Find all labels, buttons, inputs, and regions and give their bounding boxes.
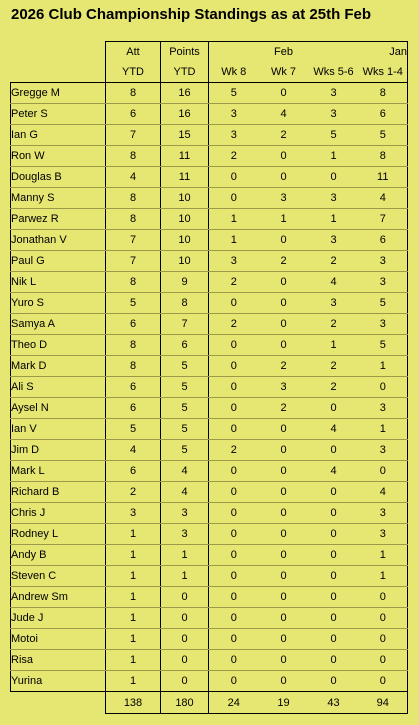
player-name: Nik L [11,272,106,293]
wk8-cell: 0 [209,545,259,566]
total-wk7: 19 [259,692,309,714]
wks14-cell: 3 [359,503,408,524]
wks14-cell: 7 [359,209,408,230]
points-ytd-cell: 5 [161,419,209,440]
points-ytd-cell: 4 [161,461,209,482]
att-ytd-cell: 1 [106,608,161,629]
table-row [11,251,408,272]
player-name: Ron W [11,146,106,167]
wk7-cell: 0 [259,671,309,692]
wk7-cell: 0 [259,629,309,650]
points-header: Points [161,42,209,63]
wk8-cell: 0 [209,503,259,524]
wks14-cell: 0 [359,461,408,482]
wks14-cell: 1 [359,545,408,566]
wk7-cell: 0 [259,146,309,167]
player-name: Steven C [11,566,106,587]
wks56-cell: 3 [309,83,359,104]
wks56-cell: 0 [309,650,359,671]
wk7-cell: 1 [259,209,309,230]
table-row [11,188,408,209]
wks56-cell: 4 [309,419,359,440]
wks56-cell: 0 [309,545,359,566]
wk8-cell: 2 [209,146,259,167]
wk7-cell: 3 [259,188,309,209]
att-ytd-cell: 4 [106,440,161,461]
standings-table [10,41,408,714]
wks56-cell: 0 [309,398,359,419]
points-ytd-cell: 10 [161,251,209,272]
page-title: 2026 Club Championship Standings as at 25th Feb [11,6,372,23]
totals-row [11,692,408,714]
wks56-cell: 4 [309,272,359,293]
player-name: Motoi [11,629,106,650]
wks56-cell: 0 [309,167,359,188]
att-ytd-cell: 8 [106,83,161,104]
wk8-cell: 0 [209,650,259,671]
wk8-cell: 3 [209,125,259,146]
wk7-cell: 0 [259,461,309,482]
table-row [11,524,408,545]
player-name: Samya A [11,314,106,335]
wk8-cell: 0 [209,167,259,188]
wks56-cell: 3 [309,230,359,251]
wks14-cell: 11 [359,167,408,188]
wk8-cell: 0 [209,671,259,692]
points-ytd-cell: 0 [161,650,209,671]
table-row [11,650,408,671]
table-row [11,377,408,398]
att-ytd-cell: 6 [106,377,161,398]
table-row [11,104,408,125]
att-ytd-cell: 1 [106,545,161,566]
table-row [11,293,408,314]
total-points: 180 [161,692,209,714]
wks14-cell: 1 [359,419,408,440]
wks14-cell: 3 [359,272,408,293]
wk7-cell: 0 [259,482,309,503]
player-name: Andy B [11,545,106,566]
wks14-cell: 4 [359,482,408,503]
wk7-cell: 0 [259,419,309,440]
wks14-cell: 6 [359,104,408,125]
wk7-cell: 2 [259,356,309,377]
wk7-cell: 0 [259,608,309,629]
points-ytd-cell: 5 [161,440,209,461]
wks14-cell: 5 [359,125,408,146]
points-ytd-cell: 0 [161,608,209,629]
player-name: Mark D [11,356,106,377]
table-row [11,167,408,188]
att-ytd-cell: 8 [106,272,161,293]
table-row [11,482,408,503]
wk7-cell: 0 [259,272,309,293]
wks56-cell: 2 [309,356,359,377]
table-row [11,125,408,146]
wks14-cell: 3 [359,524,408,545]
points-ytd-cell: 5 [161,377,209,398]
table-row [11,356,408,377]
wk8-cell: 0 [209,524,259,545]
player-name: Gregge M [11,83,106,104]
points-ytd-header: YTD [161,62,209,83]
wk8-cell: 2 [209,314,259,335]
points-ytd-cell: 10 [161,209,209,230]
player-name: Parwez R [11,209,106,230]
wks56-cell: 1 [309,335,359,356]
points-ytd-cell: 15 [161,125,209,146]
wk7-cell: 0 [259,545,309,566]
att-ytd-cell: 5 [106,293,161,314]
wk8-cell: 5 [209,83,259,104]
wk7-cell: 0 [259,503,309,524]
wks14-cell: 3 [359,398,408,419]
wks14-cell: 8 [359,83,408,104]
table-row [11,629,408,650]
wks14-cell: 0 [359,377,408,398]
wks14-cell: 5 [359,335,408,356]
points-ytd-cell: 1 [161,566,209,587]
player-name: Theo D [11,335,106,356]
table-row [11,209,408,230]
table-row [11,398,408,419]
att-ytd-cell: 7 [106,230,161,251]
wks14-cell: 0 [359,629,408,650]
player-name: Risa [11,650,106,671]
player-name: Yurina [11,671,106,692]
wk7-cell: 0 [259,587,309,608]
table-row [11,440,408,461]
wk7-cell: 0 [259,83,309,104]
wks56-cell: 0 [309,440,359,461]
wk8-cell: 0 [209,293,259,314]
wk7-cell: 0 [259,524,309,545]
wks56-header: Wks 5-6 [309,62,359,83]
att-ytd-header: YTD [106,62,161,83]
wk7-cell: 0 [259,167,309,188]
points-ytd-cell: 10 [161,188,209,209]
points-ytd-cell: 16 [161,104,209,125]
wks14-cell: 0 [359,650,408,671]
wks56-cell: 0 [309,587,359,608]
points-ytd-cell: 3 [161,503,209,524]
wks56-cell: 4 [309,461,359,482]
player-name: Paul G [11,251,106,272]
wk7-cell: 0 [259,335,309,356]
wks56-cell: 1 [309,209,359,230]
points-ytd-cell: 0 [161,587,209,608]
wks56-cell: 0 [309,503,359,524]
wk7-cell: 2 [259,398,309,419]
points-ytd-cell: 11 [161,146,209,167]
wks14-cell: 3 [359,251,408,272]
player-name: Jonathan V [11,230,106,251]
wks56-cell: 0 [309,629,359,650]
wks14-cell: 3 [359,440,408,461]
wks56-cell: 3 [309,293,359,314]
att-ytd-cell: 6 [106,398,161,419]
wk7-cell: 0 [259,230,309,251]
wk7-cell: 4 [259,104,309,125]
feb-header: Feb [259,42,309,63]
wk8-cell: 2 [209,440,259,461]
wks56-cell: 2 [309,314,359,335]
wk7-cell: 0 [259,650,309,671]
wks14-cell: 6 [359,230,408,251]
total-att: 138 [106,692,161,714]
player-name: Richard B [11,482,106,503]
att-ytd-cell: 8 [106,335,161,356]
points-ytd-cell: 16 [161,83,209,104]
att-ytd-cell: 8 [106,188,161,209]
att-ytd-cell: 8 [106,209,161,230]
att-ytd-cell: 1 [106,650,161,671]
wks56-cell: 0 [309,608,359,629]
wk8-cell: 1 [209,230,259,251]
player-name: Aysel N [11,398,106,419]
wk8-cell: 0 [209,587,259,608]
total-wks56: 43 [309,692,359,714]
att-ytd-cell: 5 [106,419,161,440]
wks56-cell: 3 [309,188,359,209]
wks14-cell: 3 [359,314,408,335]
points-ytd-cell: 3 [161,524,209,545]
table-row [11,83,408,104]
wk7-cell: 0 [259,566,309,587]
wks56-cell: 1 [309,146,359,167]
points-ytd-cell: 11 [161,167,209,188]
header-row-1 [11,42,408,63]
table-row [11,461,408,482]
table-row [11,419,408,440]
wks14-cell: 0 [359,587,408,608]
points-ytd-cell: 0 [161,671,209,692]
att-ytd-cell: 8 [106,356,161,377]
player-name: Yuro S [11,293,106,314]
player-name: Ian V [11,419,106,440]
player-name: Manny S [11,188,106,209]
att-ytd-cell: 1 [106,566,161,587]
wks14-cell: 1 [359,566,408,587]
wk8-cell: 0 [209,419,259,440]
points-ytd-cell: 4 [161,482,209,503]
att-header: Att [106,42,161,63]
jan-header: Jan [359,42,408,63]
points-ytd-cell: 8 [161,293,209,314]
wk8-cell: 0 [209,377,259,398]
wk8-cell: 1 [209,209,259,230]
table-row [11,314,408,335]
wk8-cell: 0 [209,188,259,209]
wks14-cell: 1 [359,356,408,377]
att-ytd-cell: 1 [106,629,161,650]
table-row [11,608,408,629]
att-ytd-cell: 8 [106,146,161,167]
wks14-cell: 0 [359,671,408,692]
wk8-cell: 2 [209,272,259,293]
table-row [11,272,408,293]
att-ytd-cell: 7 [106,125,161,146]
wk7-cell: 2 [259,251,309,272]
wk8-cell: 0 [209,482,259,503]
points-ytd-cell: 1 [161,545,209,566]
table-row [11,335,408,356]
att-ytd-cell: 1 [106,524,161,545]
table-row [11,146,408,167]
wk8-cell: 3 [209,251,259,272]
total-wks14: 94 [359,692,408,714]
player-name: Douglas B [11,167,106,188]
att-ytd-cell: 7 [106,251,161,272]
table-row [11,503,408,524]
att-ytd-cell: 3 [106,503,161,524]
att-ytd-cell: 4 [106,167,161,188]
player-name: Chris J [11,503,106,524]
wks14-cell: 4 [359,188,408,209]
wk8-cell: 0 [209,398,259,419]
wk8-cell: 0 [209,566,259,587]
wk7-cell: 3 [259,377,309,398]
points-ytd-cell: 5 [161,356,209,377]
wk8-cell: 0 [209,629,259,650]
att-ytd-cell: 1 [106,671,161,692]
wks56-cell: 0 [309,524,359,545]
player-name: Jude J [11,608,106,629]
wk7-cell: 0 [259,293,309,314]
player-name: Peter S [11,104,106,125]
wk8-cell: 0 [209,608,259,629]
wk7-cell: 2 [259,125,309,146]
points-ytd-cell: 0 [161,629,209,650]
wks56-cell: 5 [309,125,359,146]
wk8-cell: 0 [209,461,259,482]
wks56-cell: 0 [309,566,359,587]
wks56-cell: 0 [309,482,359,503]
points-ytd-cell: 5 [161,398,209,419]
points-ytd-cell: 9 [161,272,209,293]
player-name: Andrew Sm [11,587,106,608]
table-row [11,545,408,566]
wks56-cell: 2 [309,377,359,398]
wk8-cell: 0 [209,335,259,356]
wks56-cell: 2 [309,251,359,272]
wks14-cell: 0 [359,608,408,629]
wks56-cell: 0 [309,671,359,692]
att-ytd-cell: 2 [106,482,161,503]
att-ytd-cell: 1 [106,587,161,608]
player-name: Jim D [11,440,106,461]
player-name: Ian G [11,125,106,146]
wk8-cell: 0 [209,356,259,377]
points-ytd-cell: 10 [161,230,209,251]
player-name: Ali S [11,377,106,398]
wk8-cell: 3 [209,104,259,125]
wk7-cell: 0 [259,440,309,461]
points-ytd-cell: 6 [161,335,209,356]
wks14-header: Wks 1-4 [359,62,408,83]
wk7-cell: 0 [259,314,309,335]
wks14-cell: 8 [359,146,408,167]
table-row [11,671,408,692]
points-ytd-cell: 7 [161,314,209,335]
att-ytd-cell: 6 [106,314,161,335]
table-row [11,587,408,608]
att-ytd-cell: 6 [106,104,161,125]
player-name: Mark L [11,461,106,482]
wks14-cell: 5 [359,293,408,314]
wk8-header: Wk 8 [209,62,259,83]
player-name: Rodney L [11,524,106,545]
wk7-header: Wk 7 [259,62,309,83]
header-row-2 [11,62,408,83]
table-row [11,566,408,587]
total-wk8: 24 [209,692,259,714]
att-ytd-cell: 6 [106,461,161,482]
table-row [11,230,408,251]
wks56-cell: 3 [309,104,359,125]
